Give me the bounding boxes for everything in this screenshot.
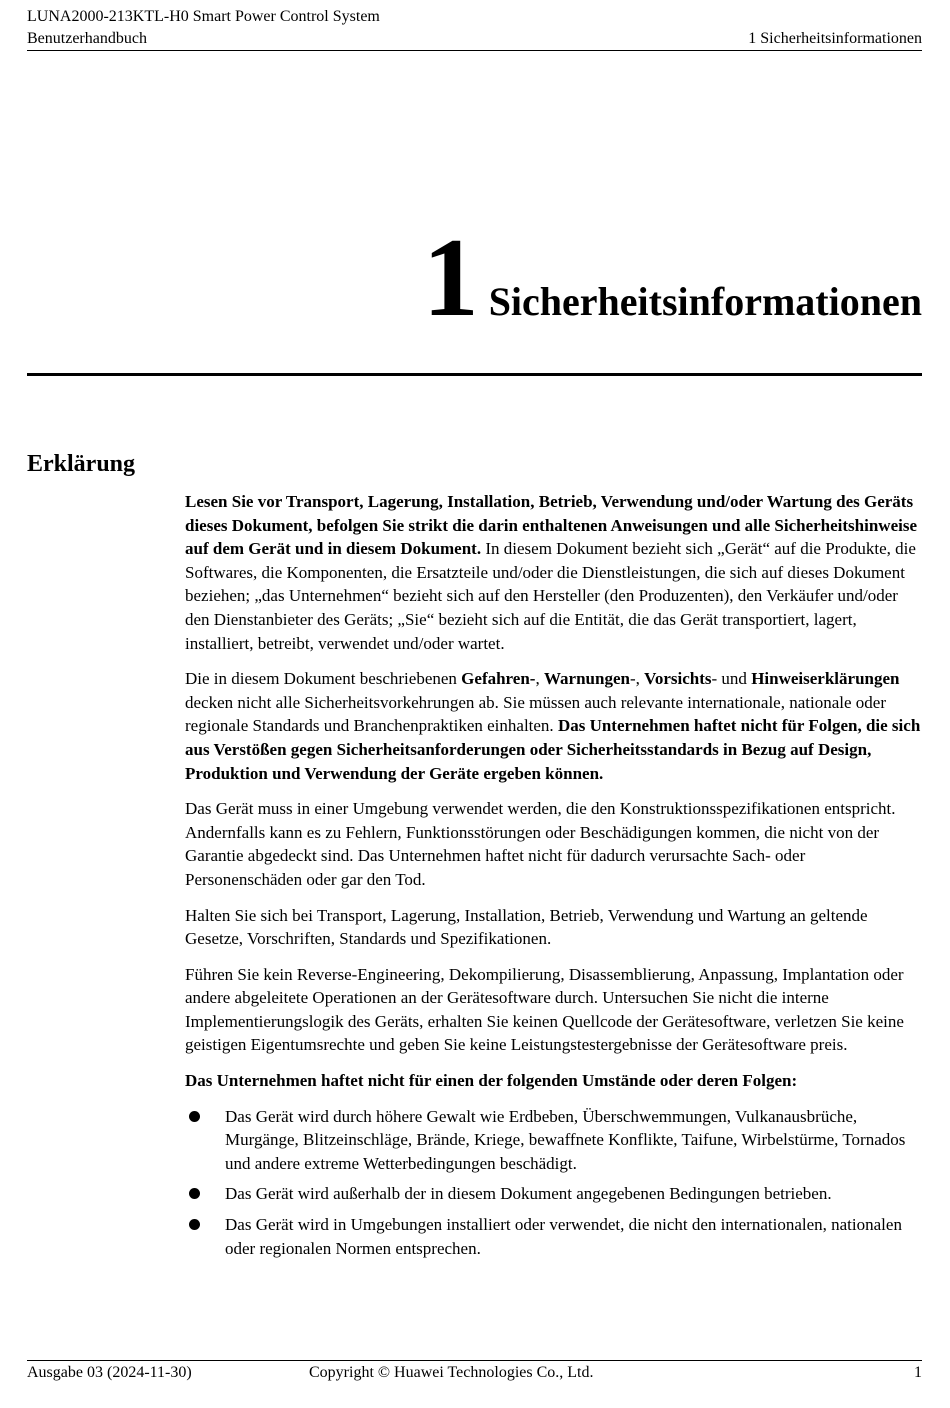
text-run: Die in diesem Dokument beschriebenen (185, 669, 462, 689)
paragraph-software: Führen Sie kein Reverse-Engineering, Dekompilierung, Disassemblierung, Anpassung, Implantation oder andere abgeleitete Operationen an der Gerätesoftware durch. Untersuchen Sie nicht die interne Implementierungslogik des Geräts, erhalten Sie keinen Quellcode der Gerätesoftware, verletzen Sie keine geistigen Eigentumsrechte und geben Sie keine Leistungstestergebnisse der Gerätesoftware preis. (185, 964, 904, 1055)
list-item-text: Das Gerät wird außerhalb der in diesem Dokument angegebenen Bedingungen betrieben. (225, 1184, 832, 1204)
footer-copyright: Copyright © Huawei Technologies Co., Ltd. (309, 1364, 594, 1381)
text-run: -, (629, 669, 645, 689)
paragraph-liability-heading (185, 1069, 922, 1093)
bold-term-caution: Vorsichts (644, 669, 712, 689)
paragraph-laws: Halten Sie sich bei Transport, Lagerung, Installation, Betrieb, Verwendung und Wartung an geltende Gesetze, Vorschriften, Standards und Spezifikationen. (185, 905, 868, 949)
list-item-text: Das Gerät wird durch höhere Gewalt wie Erdbeben, Überschwemmungen, Vulkanausbrüche, Murgänge, Blitzeinschläge, Brände, Kriege, bewaffnete Konflikte, Taifune, Wirbelstürme, Tornados und andere extreme Wetterbedingungen beschädigt. (225, 1106, 906, 1173)
page-header-left (27, 6, 380, 50)
chapter-heading (422, 216, 922, 340)
footer-edition: Ausgabe 03 (2024-11-30) (27, 1364, 192, 1381)
liability-heading-text: Das Unternehmen haftet nicht für einen der folgenden Umstände oder deren Folgen: (185, 1071, 798, 1091)
bold-term-warning: Warnungen (543, 669, 630, 689)
list-item (185, 1105, 922, 1176)
intro-text: In diesem Dokument bezieht sich „Gerät“ auf die Produkte, die Softwares, die Komponenten, die Ersatzteile und/oder die Dienstleistungen, die sich auf dieses Dokument beziehen; „das Unternehmen“ bezieht sich auf den Hersteller (den Produzenten), den Verkäufer und/oder den Dienstanbieter des Geräts; „Sie“ bezieht sich auf die Entität, die das Gerät transportiert, lagert, installiert, betreibt, verwendet und/oder wartet. (185, 539, 916, 653)
text-run: - und (711, 669, 752, 689)
paragraph-hazard-statements (185, 667, 922, 785)
chapter-number: 1 (422, 216, 477, 340)
bullet-icon (189, 1188, 200, 1199)
text-run: , (535, 669, 544, 689)
list-item (185, 1182, 922, 1206)
footer-page-number: 1 (914, 1364, 922, 1381)
section-body (185, 490, 922, 1267)
footer-divider (27, 1360, 922, 1361)
header-product-name: LUNA2000-213KTL-H0 Smart Power Control System (27, 8, 380, 25)
list-item (185, 1213, 922, 1260)
bullet-icon (189, 1219, 200, 1230)
chapter-divider (27, 373, 922, 376)
liability-bold-text: Das Unternehmen haftet nicht für Folgen, die sich aus Verstößen gegen Sicherheitsanforderungen oder Sicherheitsstandards in Bezug auf Design, Produktion und Verwendung der Geräte ergeben können. (185, 716, 921, 783)
paragraph-intro (185, 490, 922, 655)
list-item-text: Das Gerät wird in Umgebungen installiert oder verwendet, die nicht den internationalen, nationalen oder regionalen Normen entsprechen. (225, 1215, 902, 1258)
intro-bold-text: Lesen Sie vor Transport, Lagerung, Installation, Betrieb, Verwendung und/oder Wartung des Geräts dieses Dokument, befolgen Sie strikt die darin enthaltenen Anweisungen und alle Sicherheitshinweise auf dem Gerät und in diesem Dokument. (185, 492, 918, 559)
header-chapter-ref: 1 Sicherheitsinformationen (748, 30, 922, 47)
paragraph-environment: Das Gerät muss in einer Umgebung verwendet werden, die den Konstruktionsspezifikationen entspricht. Andernfalls kann es zu Fehlern, Funktionsstörungen oder Beschädigungen kommen, die nicht von der Garantie abgedeckt sind. Das Unternehmen haftet nicht für dadurch verursachte Sach- oder Personenschäden oder gar den Tod. (185, 799, 896, 889)
bold-term-danger: Gefahren- (461, 669, 536, 689)
chapter-title: Sicherheitsinformationen (488, 279, 922, 324)
header-divider (27, 50, 922, 51)
liability-list (185, 1105, 922, 1261)
section-title: Erklärung (27, 451, 136, 477)
header-doc-type: Benutzerhandbuch (27, 30, 147, 47)
bullet-icon (189, 1111, 200, 1122)
text-run: decken nicht alle Sicherheitsvorkehrungen ab. Sie müssen auch relevante internationale, nationale oder regionale Standards und Branchenpraktiken einhalten. (185, 692, 886, 736)
bold-term-notice: Hinweiserklärungen (751, 669, 900, 689)
